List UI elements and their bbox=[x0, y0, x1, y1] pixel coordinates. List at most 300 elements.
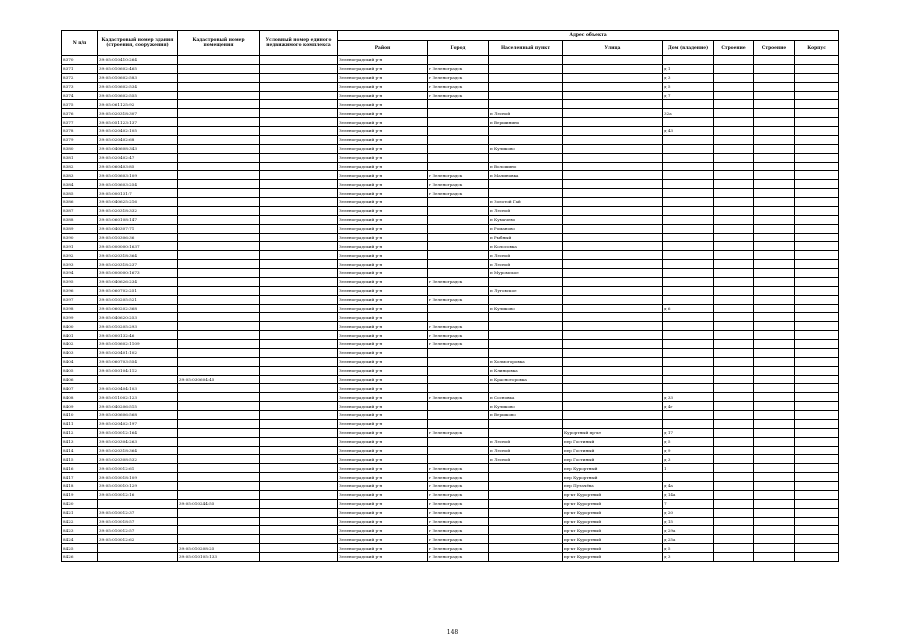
cell-district: Зеленоградский р-н bbox=[338, 144, 428, 153]
cell-house bbox=[663, 144, 714, 153]
cell-house bbox=[663, 348, 714, 357]
cell-cadastral-room bbox=[178, 260, 260, 269]
cell-house bbox=[663, 295, 714, 304]
table-row bbox=[62, 153, 839, 162]
cell-street: пр-кт Курортный bbox=[563, 508, 663, 517]
cell-city: г Зеленоградск bbox=[428, 91, 489, 100]
cell-num: 8376 bbox=[62, 109, 98, 118]
cell-cadastral-room bbox=[178, 82, 260, 91]
cell-cadastral-room bbox=[178, 64, 260, 73]
cell-street bbox=[563, 144, 663, 153]
cell-district: Зеленоградский р-н bbox=[338, 180, 428, 189]
table-row bbox=[62, 56, 839, 65]
cell-complex-number bbox=[260, 402, 338, 411]
cell-house bbox=[663, 251, 714, 260]
table-row bbox=[62, 446, 839, 455]
cell-city: г Зеленоградск bbox=[428, 499, 489, 508]
table-row bbox=[62, 331, 839, 340]
cell-cadastral-building: 39:05:000000:1673 bbox=[98, 269, 178, 278]
cell-building bbox=[754, 233, 795, 242]
cell-house bbox=[663, 331, 714, 340]
cell-district: Зеленоградский р-н bbox=[338, 331, 428, 340]
table-row bbox=[62, 411, 839, 420]
cell-district: Зеленоградский р-н bbox=[338, 340, 428, 349]
page-number: 148 bbox=[446, 629, 459, 636]
cell-house bbox=[663, 411, 714, 420]
cell-complex-number bbox=[260, 171, 338, 180]
cell-structure bbox=[714, 490, 754, 499]
cell-house: д 25а bbox=[663, 535, 714, 544]
cell-city bbox=[428, 224, 489, 233]
cell-street: пр-кт Курортный bbox=[563, 535, 663, 544]
cell-complex-number bbox=[260, 313, 338, 322]
cell-district: Зеленоградский р-н bbox=[338, 411, 428, 420]
cell-num: 8388 bbox=[62, 215, 98, 224]
cell-cadastral-building: 39:05:010603:254 bbox=[98, 180, 178, 189]
cell-num: 8394 bbox=[62, 269, 98, 278]
cell-house bbox=[663, 269, 714, 278]
cell-block bbox=[795, 135, 839, 144]
cell-building bbox=[754, 260, 795, 269]
table-row bbox=[62, 189, 839, 198]
table-row bbox=[62, 198, 839, 207]
cell-street bbox=[563, 224, 663, 233]
table-row bbox=[62, 348, 839, 357]
cell-structure bbox=[714, 535, 754, 544]
cell-house: 32а bbox=[663, 109, 714, 118]
cell-structure bbox=[714, 446, 754, 455]
cell-city bbox=[428, 260, 489, 269]
cell-cadastral-room bbox=[178, 464, 260, 473]
cell-num: 8370 bbox=[62, 56, 98, 65]
cell-block bbox=[795, 331, 839, 340]
cell-settlement: п Лесной bbox=[489, 446, 563, 455]
cell-structure bbox=[714, 393, 754, 402]
table-row bbox=[62, 242, 839, 251]
cell-structure bbox=[714, 455, 754, 464]
cell-settlement bbox=[489, 73, 563, 82]
cell-cadastral-room bbox=[178, 322, 260, 331]
cell-city bbox=[428, 313, 489, 322]
cell-structure bbox=[714, 73, 754, 82]
table-row bbox=[62, 357, 839, 366]
cell-house: д 14а bbox=[663, 490, 714, 499]
cell-cadastral-room bbox=[178, 73, 260, 82]
cell-street bbox=[563, 286, 663, 295]
cell-city: г Зеленоградск bbox=[428, 277, 489, 286]
cell-district: Зеленоградский р-н bbox=[338, 304, 428, 313]
cell-house: д 4г bbox=[663, 402, 714, 411]
cell-building bbox=[754, 135, 795, 144]
cell-building bbox=[754, 153, 795, 162]
cell-city bbox=[428, 419, 489, 428]
cell-complex-number bbox=[260, 366, 338, 375]
cell-settlement: п Романово bbox=[489, 224, 563, 233]
cell-structure bbox=[714, 153, 754, 162]
cell-num: 8387 bbox=[62, 206, 98, 215]
header-block: Корпус bbox=[795, 41, 839, 56]
cell-cadastral-building: 39:05:060702:251 bbox=[98, 286, 178, 295]
cell-cadastral-room bbox=[178, 517, 260, 526]
cell-complex-number bbox=[260, 82, 338, 91]
cell-street bbox=[563, 348, 663, 357]
cell-settlement bbox=[489, 473, 563, 482]
cell-settlement: п Золотой Гай bbox=[489, 198, 563, 207]
cell-complex-number bbox=[260, 331, 338, 340]
cell-block bbox=[795, 144, 839, 153]
cell-cadastral-building: 39:05:040625:216 bbox=[98, 198, 178, 207]
cell-city bbox=[428, 144, 489, 153]
cell-complex-number bbox=[260, 322, 338, 331]
cell-structure bbox=[714, 286, 754, 295]
cell-district: Зеленоградский р-н bbox=[338, 526, 428, 535]
cell-settlement bbox=[489, 544, 563, 553]
cell-city bbox=[428, 135, 489, 144]
cell-district: Зеленоградский р-н bbox=[338, 482, 428, 491]
cell-building bbox=[754, 464, 795, 473]
cell-house: д 4а bbox=[663, 482, 714, 491]
cell-building bbox=[754, 348, 795, 357]
cell-house bbox=[663, 215, 714, 224]
cell-city bbox=[428, 153, 489, 162]
cell-settlement bbox=[489, 384, 563, 393]
table-row bbox=[62, 286, 839, 295]
cell-block bbox=[795, 251, 839, 260]
cell-settlement bbox=[489, 508, 563, 517]
cell-settlement bbox=[489, 348, 563, 357]
cell-cadastral-building: 39:05:020308:532 bbox=[98, 455, 178, 464]
cell-num: 8375 bbox=[62, 100, 98, 109]
cell-block bbox=[795, 357, 839, 366]
cell-structure bbox=[714, 348, 754, 357]
cell-num: 8418 bbox=[62, 482, 98, 491]
cell-district: Зеленоградский р-н bbox=[338, 393, 428, 402]
cell-complex-number bbox=[260, 393, 338, 402]
cell-structure bbox=[714, 473, 754, 482]
cell-block bbox=[795, 189, 839, 198]
cell-complex-number bbox=[260, 206, 338, 215]
cell-building bbox=[754, 215, 795, 224]
cell-block bbox=[795, 482, 839, 491]
cell-district: Зеленоградский р-н bbox=[338, 437, 428, 446]
cell-district: Зеленоградский р-н bbox=[338, 206, 428, 215]
cell-district: Зеленоградский р-н bbox=[338, 473, 428, 482]
cell-complex-number bbox=[260, 135, 338, 144]
cell-building bbox=[754, 366, 795, 375]
cadastral-registry-table bbox=[61, 30, 839, 562]
cell-city bbox=[428, 215, 489, 224]
cell-street bbox=[563, 340, 663, 349]
cell-block bbox=[795, 544, 839, 553]
cell-city bbox=[428, 100, 489, 109]
cell-street bbox=[563, 171, 663, 180]
cell-cadastral-building: 39:05:051123:137 bbox=[98, 118, 178, 127]
cell-street: пер Путачёва bbox=[563, 482, 663, 491]
cell-block bbox=[795, 127, 839, 136]
cell-house bbox=[663, 100, 714, 109]
cell-street: пер Гостиный bbox=[563, 437, 663, 446]
cell-settlement bbox=[489, 517, 563, 526]
cell-settlement bbox=[489, 331, 563, 340]
cell-block bbox=[795, 499, 839, 508]
cell-house bbox=[663, 260, 714, 269]
cell-structure bbox=[714, 56, 754, 65]
cell-building bbox=[754, 82, 795, 91]
cell-building bbox=[754, 331, 795, 340]
cell-district: Зеленоградский р-н bbox=[338, 56, 428, 65]
cell-cadastral-building: 39:05:010012:61 bbox=[98, 464, 178, 473]
cell-street bbox=[563, 91, 663, 100]
cell-structure bbox=[714, 366, 754, 375]
cell-cadastral-building: 39:05:010306:36 bbox=[98, 233, 178, 242]
cell-street bbox=[563, 251, 663, 260]
cell-structure bbox=[714, 189, 754, 198]
cell-building bbox=[754, 224, 795, 233]
cell-num: 8384 bbox=[62, 180, 98, 189]
cell-structure bbox=[714, 553, 754, 562]
cell-num: 8373 bbox=[62, 82, 98, 91]
registry-sheet bbox=[61, 30, 838, 562]
cell-house: д 29а bbox=[663, 526, 714, 535]
table-row bbox=[62, 393, 839, 402]
cell-city bbox=[428, 198, 489, 207]
cell-complex-number bbox=[260, 553, 338, 562]
cell-num: 8421 bbox=[62, 508, 98, 517]
cell-complex-number bbox=[260, 260, 338, 269]
cell-settlement: п Лесной bbox=[489, 260, 563, 269]
cell-building bbox=[754, 393, 795, 402]
cell-structure bbox=[714, 411, 754, 420]
cell-building bbox=[754, 127, 795, 136]
cell-num: 8379 bbox=[62, 135, 98, 144]
table-row bbox=[62, 482, 839, 491]
cell-block bbox=[795, 313, 839, 322]
cell-cadastral-room bbox=[178, 224, 260, 233]
cell-cadastral-room: 39:05:030604:45 bbox=[178, 375, 260, 384]
cell-settlement bbox=[489, 499, 563, 508]
cell-block bbox=[795, 118, 839, 127]
cell-complex-number bbox=[260, 242, 338, 251]
cell-structure bbox=[714, 100, 754, 109]
cell-structure bbox=[714, 215, 754, 224]
cell-num: 8417 bbox=[62, 473, 98, 482]
cell-cadastral-room bbox=[178, 455, 260, 464]
cell-building bbox=[754, 269, 795, 278]
cell-structure bbox=[714, 482, 754, 491]
header-city: Город bbox=[428, 41, 489, 56]
cell-district: Зеленоградский р-н bbox=[338, 233, 428, 242]
cell-complex-number bbox=[260, 437, 338, 446]
cell-building bbox=[754, 198, 795, 207]
cell-house bbox=[663, 162, 714, 171]
cell-street bbox=[563, 73, 663, 82]
cell-settlement bbox=[489, 313, 563, 322]
cell-cadastral-room bbox=[178, 215, 260, 224]
table-row bbox=[62, 260, 839, 269]
cell-structure bbox=[714, 91, 754, 100]
cell-complex-number bbox=[260, 508, 338, 517]
cell-street: Курортный пр-кт bbox=[563, 428, 663, 437]
cell-street bbox=[563, 153, 663, 162]
cell-district: Зеленоградский р-н bbox=[338, 269, 428, 278]
cell-complex-number bbox=[260, 269, 338, 278]
cell-complex-number bbox=[260, 162, 338, 171]
cell-building bbox=[754, 180, 795, 189]
cell-street bbox=[563, 135, 663, 144]
cell-district: Зеленоградский р-н bbox=[338, 313, 428, 322]
cell-cadastral-building: 39:05:060108:147 bbox=[98, 215, 178, 224]
cell-cadastral-room bbox=[178, 277, 260, 286]
header-complex-number: Условный номер единого недвижимого комплекса bbox=[260, 31, 338, 56]
cell-cadastral-building: 39:05:010012:164 bbox=[98, 428, 178, 437]
cell-building bbox=[754, 73, 795, 82]
cell-block bbox=[795, 526, 839, 535]
cell-cadastral-room: 39:05:010208:25 bbox=[178, 544, 260, 553]
cell-district: Зеленоградский р-н bbox=[338, 535, 428, 544]
cell-cadastral-building bbox=[98, 544, 178, 553]
cell-settlement: п Вершинино bbox=[489, 118, 563, 127]
cell-settlement bbox=[489, 180, 563, 189]
cell-cadastral-building: 39:05:010018:109 bbox=[98, 473, 178, 482]
cell-building bbox=[754, 56, 795, 65]
table-row bbox=[62, 171, 839, 180]
cell-structure bbox=[714, 82, 754, 91]
cell-building bbox=[754, 375, 795, 384]
table-row bbox=[62, 73, 839, 82]
table-body bbox=[62, 56, 839, 562]
header-house: Дом (владение) bbox=[663, 41, 714, 56]
cell-settlement: п Лесной bbox=[489, 437, 563, 446]
cell-settlement: п Клинцовка bbox=[489, 366, 563, 375]
cell-cadastral-building: 39:05:020318:364 bbox=[98, 446, 178, 455]
cell-block bbox=[795, 64, 839, 73]
cell-district: Зеленоградский р-н bbox=[338, 127, 428, 136]
cell-cadastral-building bbox=[98, 375, 178, 384]
header-num: N п/п bbox=[62, 31, 98, 56]
cell-complex-number bbox=[260, 109, 338, 118]
cell-building bbox=[754, 544, 795, 553]
cell-settlement bbox=[489, 91, 563, 100]
cell-city bbox=[428, 242, 489, 251]
cell-block bbox=[795, 82, 839, 91]
cell-cadastral-building: 39:05:020402:197 bbox=[98, 419, 178, 428]
cell-house: д 6 bbox=[663, 304, 714, 313]
cell-complex-number bbox=[260, 153, 338, 162]
cell-block bbox=[795, 340, 839, 349]
cell-cadastral-building: 39:05:040626:234 bbox=[98, 277, 178, 286]
cell-city: г Зеленоградск bbox=[428, 473, 489, 482]
cell-block bbox=[795, 109, 839, 118]
cell-structure bbox=[714, 517, 754, 526]
cell-complex-number bbox=[260, 304, 338, 313]
cell-district: Зеленоградский р-н bbox=[338, 91, 428, 100]
cell-cadastral-building: 39:05:010012:16 bbox=[98, 490, 178, 499]
cell-district: Зеленоградский р-н bbox=[338, 286, 428, 295]
cell-structure bbox=[714, 198, 754, 207]
cell-street bbox=[563, 233, 663, 242]
cell-building bbox=[754, 109, 795, 118]
table-row bbox=[62, 464, 839, 473]
cell-street bbox=[563, 357, 663, 366]
table-row bbox=[62, 233, 839, 242]
cell-district: Зеленоградский р-н bbox=[338, 553, 428, 562]
cell-cadastral-room bbox=[178, 411, 260, 420]
cell-cadastral-room bbox=[178, 206, 260, 215]
cell-street bbox=[563, 384, 663, 393]
cell-house: д 3 bbox=[663, 455, 714, 464]
cell-district: Зеленоградский р-н bbox=[338, 375, 428, 384]
cell-num: 8412 bbox=[62, 428, 98, 437]
cell-house bbox=[663, 198, 714, 207]
cell-num: 8403 bbox=[62, 348, 98, 357]
cell-cadastral-building: 39:05:030606:568 bbox=[98, 411, 178, 420]
cell-num: 8407 bbox=[62, 384, 98, 393]
cell-cadastral-room bbox=[178, 526, 260, 535]
cell-cadastral-room bbox=[178, 340, 260, 349]
cell-street: пер Курортный bbox=[563, 464, 663, 473]
cell-cadastral-room bbox=[178, 508, 260, 517]
cell-district: Зеленоградский р-н bbox=[338, 224, 428, 233]
cell-building bbox=[754, 482, 795, 491]
cell-city: г Зеленоградск bbox=[428, 82, 489, 91]
cell-cadastral-building: 39:05:020304:263 bbox=[98, 437, 178, 446]
cell-building bbox=[754, 313, 795, 322]
cell-complex-number bbox=[260, 224, 338, 233]
cell-complex-number bbox=[260, 428, 338, 437]
table-row bbox=[62, 109, 839, 118]
cell-num: 8395 bbox=[62, 277, 98, 286]
cell-cadastral-building: 39:05:050104:112 bbox=[98, 366, 178, 375]
cell-num: 8400 bbox=[62, 322, 98, 331]
cell-district: Зеленоградский р-н bbox=[338, 153, 428, 162]
cell-city: г Зеленоградск bbox=[428, 428, 489, 437]
cell-num: 8402 bbox=[62, 340, 98, 349]
cell-num: 8385 bbox=[62, 189, 98, 198]
cell-cadastral-room bbox=[178, 348, 260, 357]
cell-building bbox=[754, 455, 795, 464]
cell-street: пер Гостиный bbox=[563, 446, 663, 455]
cell-cadastral-room bbox=[178, 535, 260, 544]
table-row bbox=[62, 375, 839, 384]
cell-building bbox=[754, 322, 795, 331]
cell-building bbox=[754, 446, 795, 455]
cell-street bbox=[563, 411, 663, 420]
cell-cadastral-building: 39:05:010602:534 bbox=[98, 82, 178, 91]
cell-settlement: п Кумачево bbox=[489, 215, 563, 224]
cell-city bbox=[428, 304, 489, 313]
cell-cadastral-room bbox=[178, 331, 260, 340]
cell-structure bbox=[714, 64, 754, 73]
table-row bbox=[62, 118, 839, 127]
table-row bbox=[62, 91, 839, 100]
cell-building bbox=[754, 419, 795, 428]
cell-block bbox=[795, 553, 839, 562]
cell-city: г Зеленоградск bbox=[428, 517, 489, 526]
cell-structure bbox=[714, 295, 754, 304]
cell-cadastral-building: 39:05:010602:1109 bbox=[98, 340, 178, 349]
cell-block bbox=[795, 384, 839, 393]
cell-district: Зеленоградский р-н bbox=[338, 419, 428, 428]
table-row bbox=[62, 215, 839, 224]
cell-complex-number bbox=[260, 517, 338, 526]
cell-complex-number bbox=[260, 535, 338, 544]
cell-district: Зеленоградский р-н bbox=[338, 455, 428, 464]
cell-house bbox=[663, 153, 714, 162]
cell-block bbox=[795, 322, 839, 331]
cell-cadastral-room bbox=[178, 100, 260, 109]
cell-num: 8423 bbox=[62, 526, 98, 535]
cell-city bbox=[428, 206, 489, 215]
